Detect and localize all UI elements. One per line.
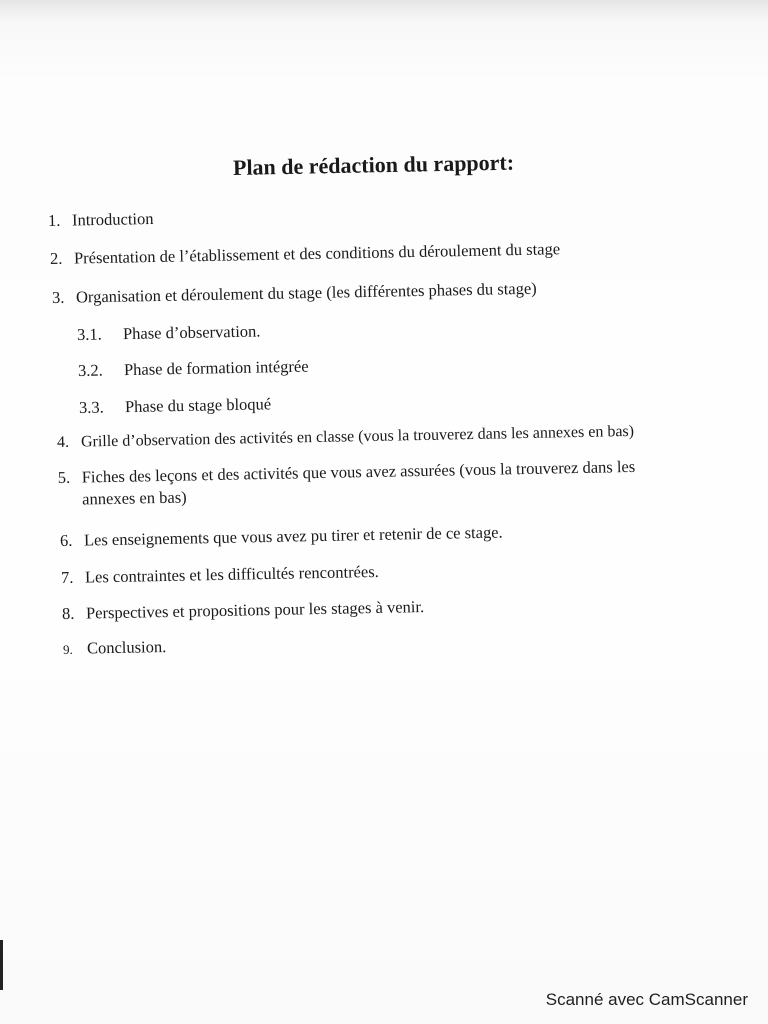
item-text: Présentation de l’établissement et des conditions du déroulement du stage: [73, 239, 561, 268]
item-text: Les contraintes et les difficultés rencontrées.: [84, 561, 379, 587]
list-item-2: [50, 238, 561, 270]
item-number: 9.: [62, 641, 73, 657]
list-item-9: [63, 636, 167, 661]
item-number: 3.3.: [78, 397, 104, 417]
scan-shadow-top: [0, 0, 768, 22]
list-item-3: [52, 278, 537, 309]
item-number: 3.: [51, 287, 65, 307]
item-text: Phase du stage bloqué: [124, 394, 272, 417]
item-text: Conclusion.: [86, 637, 167, 658]
item-number: 5.: [57, 467, 71, 488]
list-item-8: [62, 596, 425, 625]
scan-edge-mark: [0, 940, 3, 990]
item-text: Organisation et déroulement du stage (les différentes phases du stage): [75, 278, 537, 307]
item-number: 2.: [49, 248, 63, 268]
item-number: 8.: [61, 603, 75, 623]
list-item-6: [60, 522, 503, 552]
list-item-5: [58, 456, 636, 511]
camscanner-watermark: Scanné avec CamScanner: [545, 990, 748, 1009]
item-text: Phase d’observation.: [122, 321, 261, 344]
list-item-3-3: [79, 393, 272, 419]
list-item-3-1: [77, 320, 261, 346]
item-text: Phase de formation intégrée: [123, 356, 309, 380]
item-text: Grille d’observation des activités en classe (vous la trouverez dans les annexes en bas): [80, 422, 635, 451]
item-text: Les enseignements que vous avez pu tirer et retenir de ce stage.: [83, 522, 503, 550]
item-number: 3.2.: [77, 360, 103, 380]
item-number: 3.1.: [76, 324, 102, 344]
item-number: 7.: [60, 567, 74, 587]
item-number: 6.: [59, 530, 73, 550]
item-text-continued: annexes en bas): [82, 487, 187, 509]
item-text: Perspectives et propositions pour les stages à venir.: [85, 597, 425, 623]
list-item-1: [48, 208, 154, 232]
item-text: Introduction: [71, 208, 154, 230]
list-item-7: [61, 561, 379, 589]
item-text: Fiches des leçons et des activités que vous avez assurées (vous la trouverez dans les: [81, 456, 636, 487]
document-title: Plan de rédaction du rapport:: [232, 149, 515, 180]
item-number: 1.: [47, 210, 61, 230]
list-item-3-2: [78, 356, 309, 382]
item-number: 4.: [56, 433, 70, 451]
list-item-4: [57, 421, 634, 454]
